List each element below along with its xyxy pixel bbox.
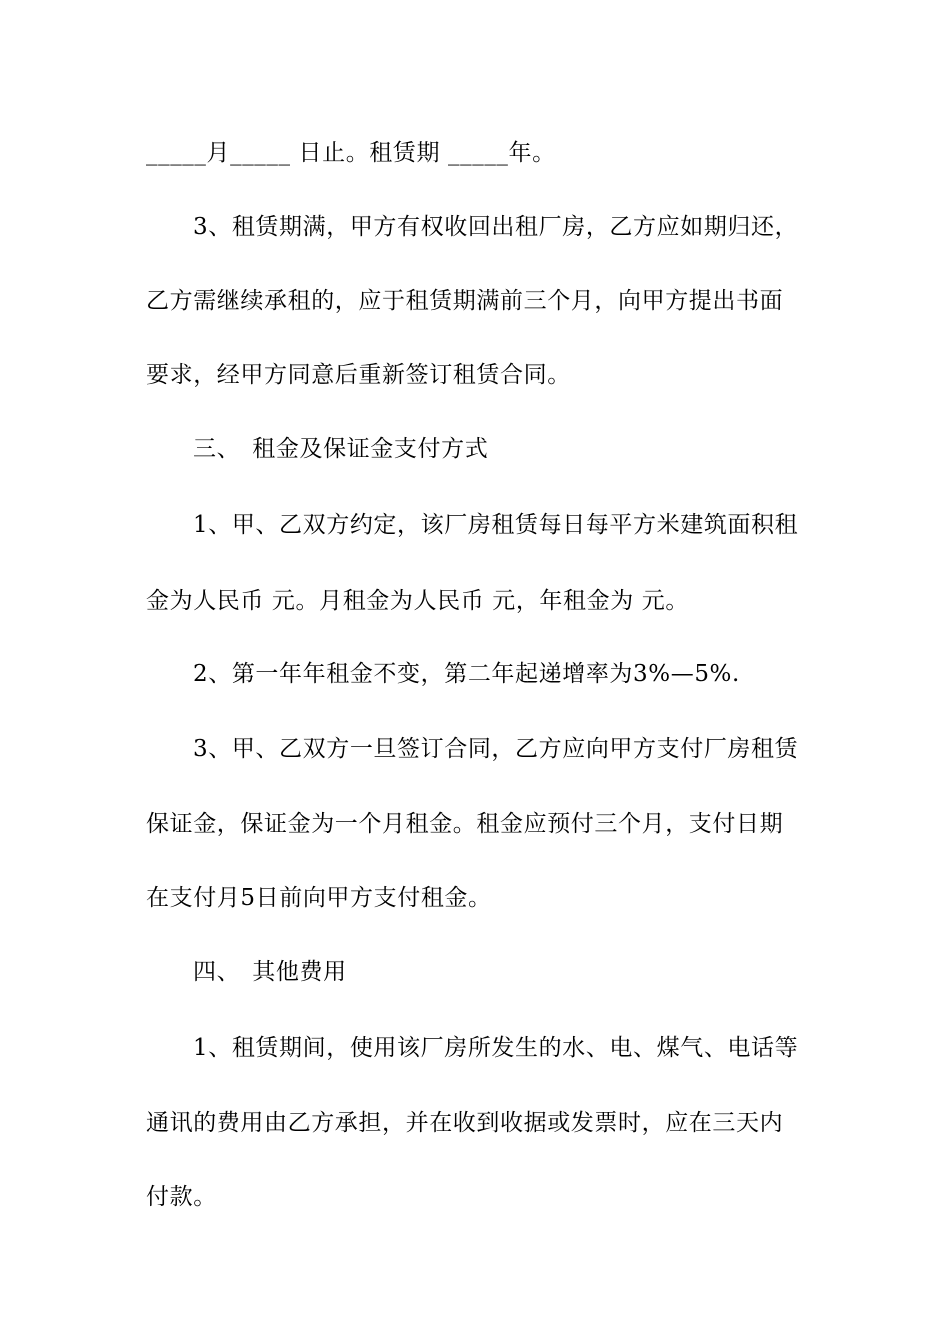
text-line: 乙方需继续承租的，应于租赁期满前三个月，向甲方提出书面 <box>146 288 784 314</box>
text-line: 金为人民币 元。月租金为人民币 元，年租金为 元。 <box>146 588 689 614</box>
text-line: 付款。 <box>146 1184 217 1210</box>
text-line: 通讯的费用由乙方承担，并在收到收据或发票时，应在三天内 <box>146 1110 784 1136</box>
text-line: 要求，经甲方同意后重新签订租赁合同。 <box>146 362 571 388</box>
paragraph-line: 1、甲、乙双方约定，该厂房租赁每日每平方米建筑面积租 <box>193 512 799 538</box>
section-heading: 三、 租金及保证金支付方式 <box>193 436 489 462</box>
text-line: 在支付月5日前向甲方支付租金。 <box>146 885 492 911</box>
paragraph-line: 1、租赁期间，使用该厂房所发生的水、电、煤气、电话等 <box>193 1035 799 1061</box>
paragraph-line: 2、第一年年租金不变，第二年起递增率为3%—5%. <box>193 661 740 687</box>
paragraph-line: 3、甲、乙双方一旦签订合同，乙方应向甲方支付厂房租赁 <box>193 736 799 762</box>
text-line: _____月_____ 日止。租赁期 _____年。 <box>146 140 556 166</box>
section-heading: 四、 其他费用 <box>193 959 347 985</box>
paragraph-line: 3、租赁期满，甲方有权收回出租厂房，乙方应如期归还， <box>193 214 799 240</box>
text-line: 保证金，保证金为一个月租金。租金应预付三个月，支付日期 <box>146 811 784 837</box>
